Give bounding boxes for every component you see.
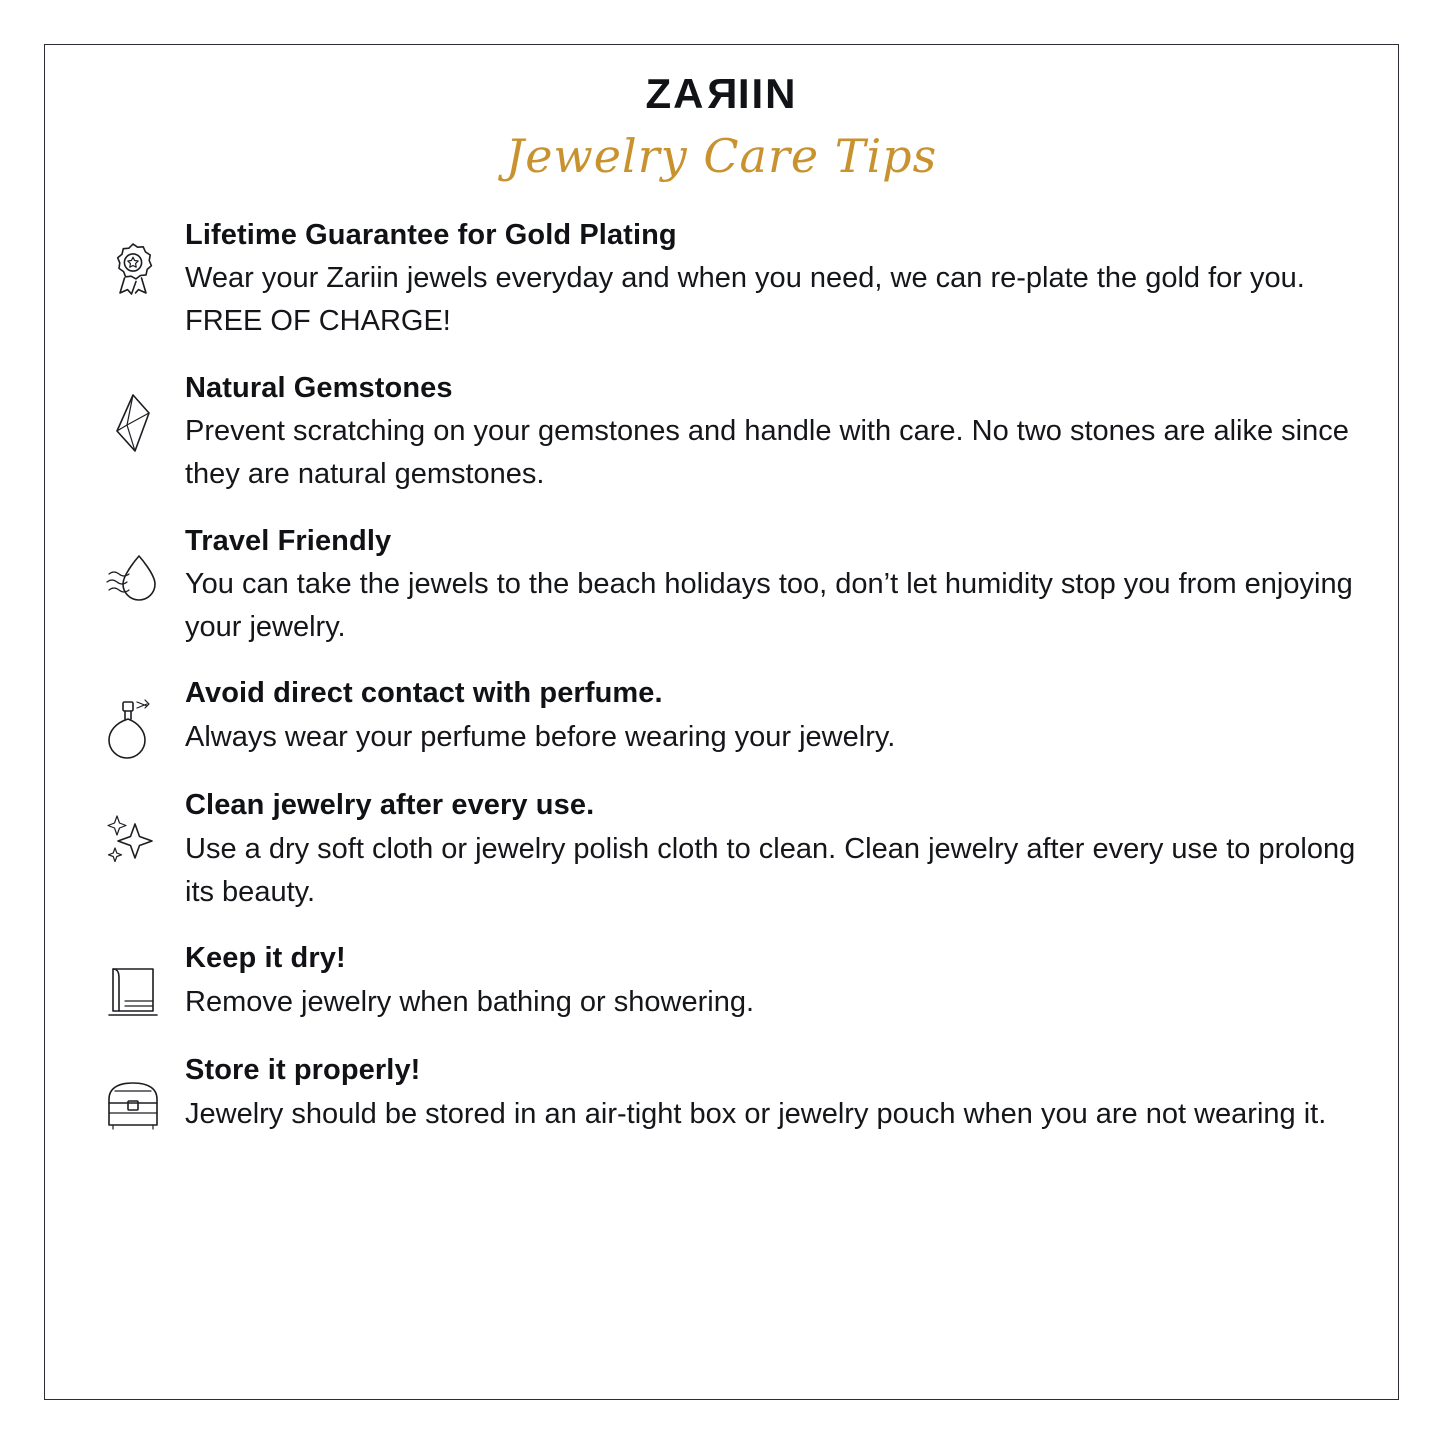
jewelry-box-icon bbox=[83, 1051, 183, 1137]
tip-title: Keep it dry! bbox=[185, 942, 346, 975]
perfume-bottle-icon bbox=[83, 674, 183, 760]
tip-body bbox=[183, 1051, 1358, 1135]
tip-title: Clean jewelry after every use. bbox=[185, 789, 595, 822]
care-tips-card bbox=[44, 44, 1399, 1400]
tip-text: Use a dry soft cloth or jewelry polish cloth to clean. Clean jewelry after every use to prolong its beauty. bbox=[185, 832, 1356, 908]
tip-text: Remove jewelry when bathing or showering. bbox=[185, 985, 755, 1018]
badge-ribbon-icon bbox=[83, 216, 183, 302]
tip-body bbox=[183, 216, 1358, 343]
tip-text: Always wear your perfume before wearing your jewelry. bbox=[185, 720, 896, 753]
tip-body bbox=[183, 939, 1358, 1023]
tip-body bbox=[183, 786, 1358, 913]
brand-text-za: ZA bbox=[645, 70, 706, 117]
tip-item-store-properly bbox=[45, 1051, 1398, 1137]
gemstone-icon bbox=[83, 369, 183, 455]
tip-item-lifetime-guarantee bbox=[45, 216, 1398, 343]
tip-item-clean-jewelry bbox=[45, 786, 1398, 913]
tip-item-keep-it-dry bbox=[45, 939, 1398, 1025]
tip-title: Store it properly! bbox=[185, 1054, 421, 1087]
tip-body bbox=[183, 674, 1358, 758]
towel-icon bbox=[83, 939, 183, 1025]
tip-text: Prevent scratching on your gemstones and handle with care. No two stones are alike since they are natural gemstones. bbox=[185, 414, 1349, 490]
tip-title: Lifetime Guarantee for Gold Plating bbox=[185, 218, 677, 251]
tip-title: Travel Friendly bbox=[185, 524, 392, 557]
tip-title: Avoid direct contact with perfume. bbox=[185, 677, 663, 710]
tip-body bbox=[183, 522, 1358, 649]
brand-text-r-mirrored: R bbox=[705, 70, 738, 117]
tips-list bbox=[45, 216, 1398, 1138]
tip-body bbox=[183, 369, 1358, 496]
tip-text: You can take the jewels to the beach holidays too, don’t let humidity stop you from enjoying your jewelry. bbox=[185, 567, 1353, 643]
tip-text: Jewelry should be stored in an air-tight box or jewelry pouch when you are not wearing it. bbox=[185, 1097, 1327, 1130]
tip-title: Natural Gemstones bbox=[185, 371, 453, 404]
water-drop-icon bbox=[83, 522, 183, 608]
tip-item-travel-friendly bbox=[45, 522, 1398, 649]
page-title: Jewelry Care Tips bbox=[505, 129, 938, 183]
brand-logo bbox=[45, 70, 1398, 117]
sparkles-icon bbox=[83, 786, 183, 872]
tip-item-natural-gemstones bbox=[45, 369, 1398, 496]
tip-text: Wear your Zariin jewels everyday and when you need, we can re-plate the gold for you. FREE OF CHARGE! bbox=[185, 261, 1305, 337]
tip-item-avoid-perfume bbox=[45, 674, 1398, 760]
brand-text-iin: IIN bbox=[737, 70, 798, 117]
